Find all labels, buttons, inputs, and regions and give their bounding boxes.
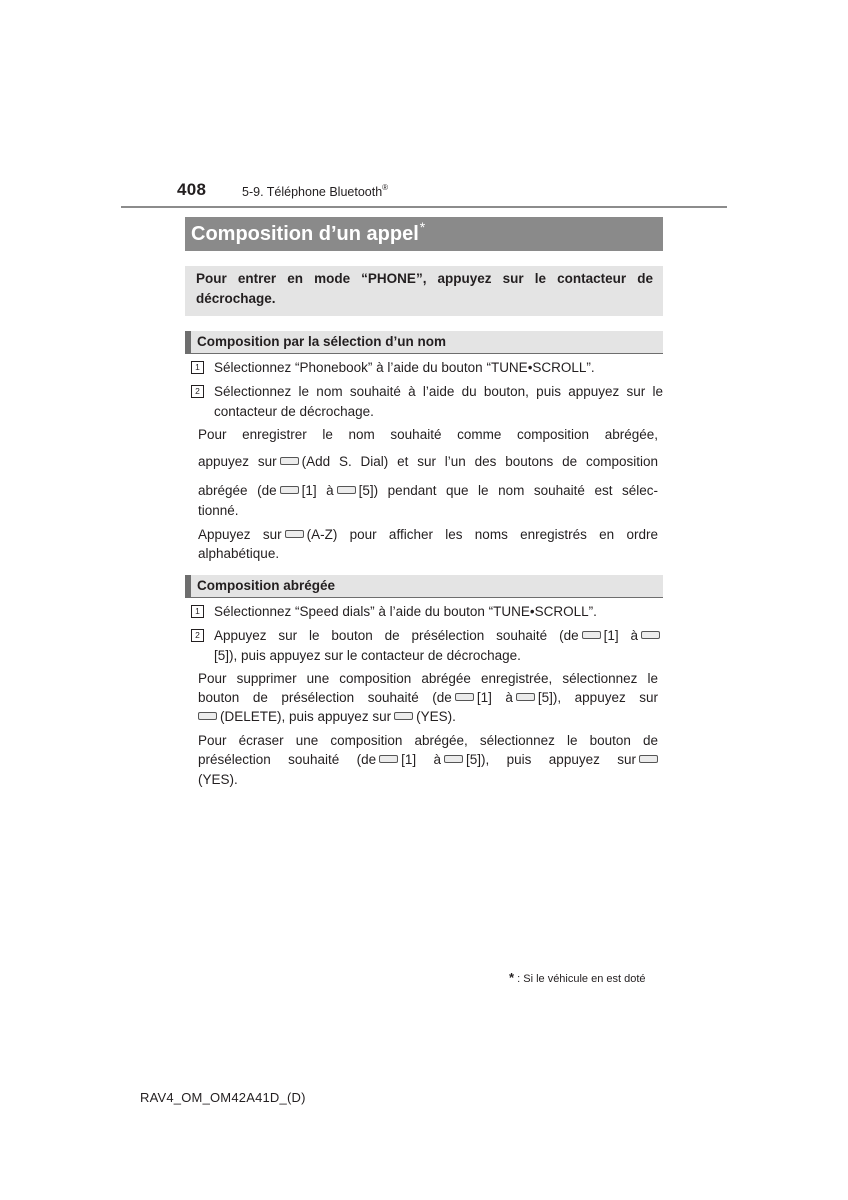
paragraph-line <box>198 452 658 471</box>
text-fragment: abrégée (de <box>198 483 277 498</box>
screen-button-icon <box>198 712 217 720</box>
paragraph-line <box>198 750 658 769</box>
header-rule <box>121 206 727 208</box>
paragraph-line <box>198 481 658 500</box>
intro-note: Pour entrer en mode “PHONE”, appuyez sur le contacteur de décrochage. <box>185 266 663 316</box>
paragraph-line: alphabétique. <box>198 546 280 561</box>
step-text-line: [5]), puis appuyez sur le contacteur de décrochage. <box>214 647 521 663</box>
text-fragment: [5]) pendant que le nom souhaité est sélec- <box>358 483 658 498</box>
screen-button-icon <box>639 755 658 763</box>
step-text: Sélectionnez “Phonebook” à l’aide du bouton “TUNE•SCROLL”. <box>214 360 595 375</box>
footnote <box>509 970 646 985</box>
registered-mark: ® <box>382 183 389 192</box>
screen-button-icon <box>641 631 660 639</box>
text-fragment: présélection souhaité (de <box>198 752 377 767</box>
screen-button-icon <box>280 486 299 494</box>
step-text: Sélectionnez le nom souhaité à l’aide du bouton, puis appuyez sur le contacteur de décrochage. <box>214 384 663 419</box>
step-text-line <box>214 626 663 646</box>
footnote-asterisk: * <box>509 970 515 985</box>
section-reference <box>242 184 388 199</box>
text-fragment: [5]), puis appuyez sur <box>466 752 636 767</box>
screen-button-icon <box>280 457 299 465</box>
paragraph-line <box>198 707 658 726</box>
paragraph-line <box>198 688 658 707</box>
step-item <box>191 626 663 665</box>
paragraph-line: Pour supprimer une composition abrégée enregistrée, sélectionnez le <box>198 671 658 686</box>
screen-button-icon <box>444 755 463 763</box>
text-fragment: (YES). <box>416 709 456 724</box>
step-number-box: 1 <box>191 605 204 618</box>
text-fragment: (A-Z) pour afficher les noms enregistrés en ordre <box>306 527 659 542</box>
text-fragment: appuyez sur <box>198 454 277 469</box>
title-asterisk: * <box>419 219 426 235</box>
screen-button-icon <box>455 693 474 701</box>
step-item <box>191 602 663 622</box>
section-title: 5-9. Téléphone Bluetooth <box>242 185 383 200</box>
document-code: RAV4_OM_OM42A41D_(D) <box>140 1090 306 1105</box>
text-fragment: Appuyez sur le bouton de présélection souhaité (de <box>214 628 579 643</box>
screen-button-icon <box>285 530 304 538</box>
text-fragment: [5]), appuyez sur <box>537 690 658 705</box>
step-item <box>191 358 663 378</box>
footnote-text: : Si le véhicule en est doté <box>517 973 646 985</box>
section-heading-speed-dial: Composition abrégée <box>185 575 663 598</box>
paragraph-line: Pour écraser une composition abrégée, sélectionnez le bouton de <box>198 733 658 748</box>
page-title-text: Composition d’un appel <box>191 223 419 245</box>
screen-button-icon <box>582 631 601 639</box>
paragraph-line: Pour enregistrer le nom souhaité comme composition abrégée, <box>198 427 658 442</box>
step-text: Sélectionnez “Speed dials” à l’aide du bouton “TUNE•SCROLL”. <box>214 604 597 619</box>
text-fragment: [1] à <box>603 628 638 643</box>
text-fragment: bouton de présélection souhaité (de <box>198 690 452 705</box>
paragraph-line: tionné. <box>198 503 239 518</box>
paragraph-line: (YES). <box>198 772 238 787</box>
paragraph-line <box>198 525 658 544</box>
step-number-box: 2 <box>191 385 204 398</box>
step-number-box: 1 <box>191 361 204 374</box>
step-number-box: 2 <box>191 629 204 642</box>
text-fragment: [1] à <box>476 690 513 705</box>
screen-button-icon <box>516 693 535 701</box>
screen-button-icon <box>394 712 413 720</box>
screen-button-icon <box>379 755 398 763</box>
screen-button-icon <box>337 486 356 494</box>
text-fragment: (Add S. Dial) et sur l’un des boutons de composition <box>301 454 658 469</box>
section-heading-name-dial: Composition par la sélection d’un nom <box>185 331 663 354</box>
page-title <box>185 217 663 251</box>
text-fragment: [1] à <box>301 483 334 498</box>
text-fragment: [1] à <box>401 752 442 767</box>
text-fragment: Appuyez sur <box>198 527 282 542</box>
step-item <box>191 382 663 421</box>
page-number: 408 <box>177 180 207 199</box>
text-fragment: (DELETE), puis appuyez sur <box>220 709 392 724</box>
